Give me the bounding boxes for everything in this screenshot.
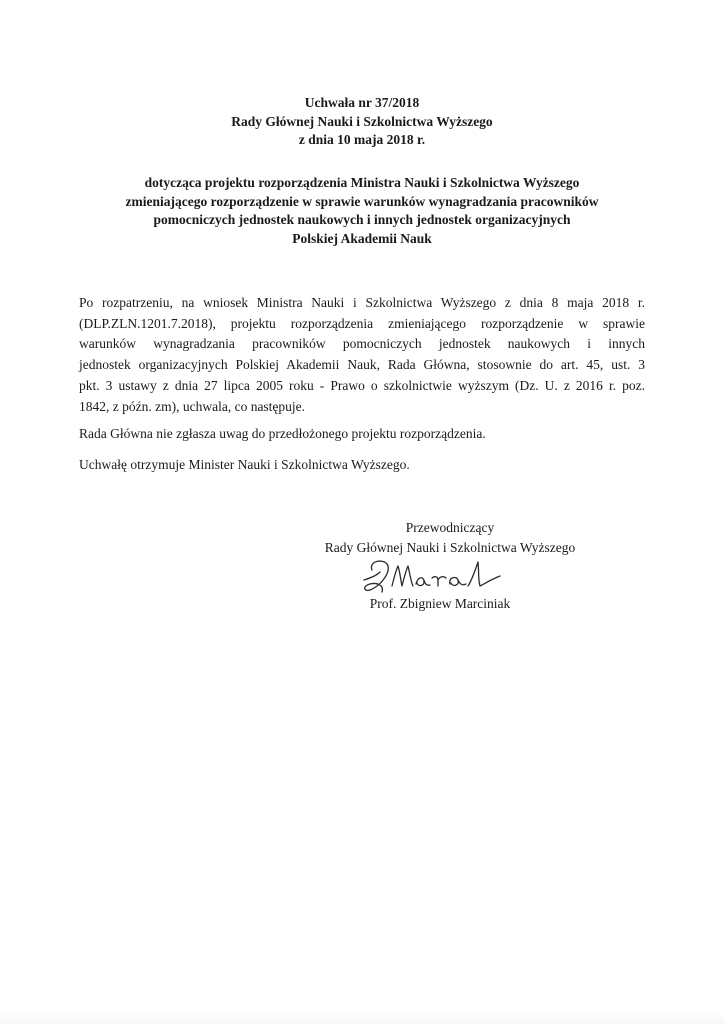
paragraph-line: jednostek organizacyjnych Polskiej Akademii Nauk, Rada Główna, stosownie do art. 45, ust. 3 (79, 357, 645, 373)
signatory-organization: Rady Głównej Nauki i Szkolnictwa Wyższego (324, 540, 576, 555)
signatory-role: Przewodniczący (405, 520, 495, 535)
resolution-date: z dnia 10 maja 2018 r. (298, 132, 426, 147)
resolution-title (0, 94, 724, 150)
paragraph-line: pkt. 3 ustawy z dnia 27 lipca 2005 roku - Prawo o szkolnictwie wyższym (Dz. U. z 2016 r. poz. (79, 377, 645, 393)
paragraph-line: (DLP.ZLN.1201.7.2018), projektu rozporządzenia zmieniającego rozporządzenie w sprawie (79, 315, 645, 331)
signatory-name: Prof. Zbigniew Marciniak (369, 596, 511, 611)
subject-line-4: Polskiej Akademii Nauk (292, 230, 432, 246)
main-paragraph (79, 293, 645, 417)
resolution-subject (0, 174, 724, 248)
subject-line-1: dotycząca projektu rozporządzenia Ministra Nauki i Szkolnictwa Wyższego (144, 175, 580, 190)
subject-line-3: pomocniczych jednostek naukowych i innych jednostek organizacyjnych (153, 212, 571, 227)
resolution-number: Uchwała nr 37/2018 (304, 95, 420, 110)
paragraph-line: 1842, z późn. zm), uchwala, co następuje. (79, 398, 306, 414)
paragraph-line: Po rozpatrzeniu, na wniosek Ministra Nauki i Szkolnictwa Wyższego z dnia 8 maja 2018 r. (79, 295, 645, 310)
scan-edge (0, 1012, 724, 1024)
subject-line-2: zmieniającego rozporządzenie w sprawie warunków wynagradzania pracowników (125, 193, 599, 209)
decision-paragraph: Rada Główna nie zgłasza uwag do przedłożonego projektu rozporządzenia. (79, 426, 486, 441)
issuing-body: Rady Głównej Nauki i Szkolnictwa Wyższego (231, 113, 493, 129)
recipient-paragraph: Uchwałę otrzymuje Minister Nauki i Szkolnictwa Wyższego. (79, 457, 410, 472)
paragraph-line: warunków wynagradzania pracowników pomocniczych jednostek naukowych i innych (79, 336, 645, 352)
